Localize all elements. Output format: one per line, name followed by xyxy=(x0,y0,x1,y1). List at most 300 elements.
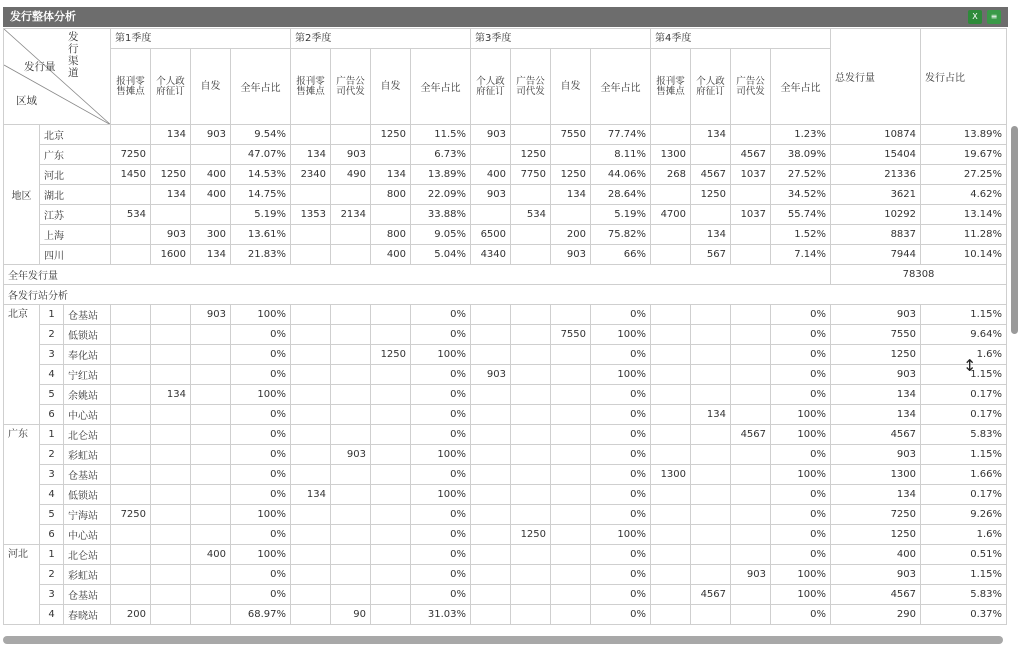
station-row xyxy=(4,525,1007,545)
value-cell: 903 xyxy=(191,125,231,145)
share-cell: 0% xyxy=(591,545,651,565)
share-cell: 0% xyxy=(771,305,831,325)
value-cell xyxy=(691,145,731,165)
value-cell xyxy=(111,385,151,405)
station-name: 仓基站 xyxy=(64,305,111,325)
share-cell: 100% xyxy=(771,585,831,605)
value-cell: 400 xyxy=(471,165,511,185)
panel-title-bar xyxy=(3,7,1008,27)
quarter-header: 第1季度 xyxy=(111,29,291,49)
value-cell: 7550 xyxy=(551,325,591,345)
station-number: 6 xyxy=(40,405,64,425)
value-cell xyxy=(731,385,771,405)
value-cell: 4567 xyxy=(831,425,921,445)
station-name: 宁海站 xyxy=(64,505,111,525)
value-cell: 15404 xyxy=(831,145,921,165)
value-cell xyxy=(651,605,691,625)
value-cell xyxy=(691,565,731,585)
value-cell xyxy=(511,425,551,445)
station-row xyxy=(4,365,1007,385)
value-cell xyxy=(551,525,591,545)
value-cell xyxy=(731,185,771,205)
value-cell xyxy=(371,605,411,625)
resize-cursor-icon: ↕ xyxy=(963,356,977,375)
share-cell: 1.52% xyxy=(771,225,831,245)
value-cell xyxy=(111,425,151,445)
value-cell xyxy=(371,305,411,325)
value-cell xyxy=(111,365,151,385)
value-cell xyxy=(731,345,771,365)
value-cell xyxy=(691,465,731,485)
value-cell xyxy=(511,605,551,625)
share-cell: 0% xyxy=(411,545,471,565)
value-cell xyxy=(551,485,591,505)
value-cell xyxy=(691,545,731,565)
value-cell xyxy=(191,145,231,165)
value-cell xyxy=(371,545,411,565)
value-cell xyxy=(511,225,551,245)
value-cell xyxy=(291,605,331,625)
value-cell xyxy=(471,405,511,425)
value-cell xyxy=(551,605,591,625)
station-name: 中心站 xyxy=(64,405,111,425)
share-cell: 9.26% xyxy=(921,505,1007,525)
share-cell: 100% xyxy=(591,325,651,345)
value-cell xyxy=(151,305,191,325)
value-cell xyxy=(731,465,771,485)
channel-col-header: 个人政府征订 xyxy=(691,49,731,125)
value-cell: 134 xyxy=(831,405,921,425)
value-cell xyxy=(551,145,591,165)
value-cell: 300 xyxy=(191,225,231,245)
value-cell xyxy=(291,525,331,545)
value-cell xyxy=(511,585,551,605)
value-cell: 6500 xyxy=(471,225,511,245)
csv-icon[interactable]: ≡ xyxy=(987,10,1001,24)
share-cell: 100% xyxy=(771,405,831,425)
share-cell: 0% xyxy=(771,325,831,345)
value-cell xyxy=(291,585,331,605)
share-cell: 13.89% xyxy=(921,125,1007,145)
share-cell: 0% xyxy=(411,425,471,445)
value-cell xyxy=(471,145,511,165)
share-cell: 100% xyxy=(411,485,471,505)
station-group-label: 广东 xyxy=(4,425,40,545)
share-cell: 28.64% xyxy=(591,185,651,205)
share-cell: 13.89% xyxy=(411,165,471,185)
station-row xyxy=(4,485,1007,505)
value-cell xyxy=(551,445,591,465)
value-cell: 1300 xyxy=(651,465,691,485)
value-cell xyxy=(691,325,731,345)
share-cell: 11.28% xyxy=(921,225,1007,245)
value-cell: 90 xyxy=(331,605,371,625)
share-cell: 75.82% xyxy=(591,225,651,245)
value-cell: 134 xyxy=(291,485,331,505)
value-cell xyxy=(471,345,511,365)
total-row xyxy=(4,265,1007,285)
value-cell xyxy=(511,185,551,205)
share-cell: 1.15% xyxy=(921,365,1007,385)
excel-icon[interactable]: X xyxy=(968,10,982,24)
value-cell: 4567 xyxy=(691,165,731,185)
quarter-header: 第2季度 xyxy=(291,29,471,49)
station-name: 彩虹站 xyxy=(64,445,111,465)
value-cell xyxy=(651,565,691,585)
region-row xyxy=(4,225,1007,245)
value-cell xyxy=(551,545,591,565)
share-cell: 0% xyxy=(591,565,651,585)
value-cell: 268 xyxy=(651,165,691,185)
value-cell xyxy=(331,465,371,485)
value-cell: 1250 xyxy=(831,345,921,365)
value-cell xyxy=(111,245,151,265)
region-name: 江苏 xyxy=(40,205,111,225)
corner-channel-label: 发行渠道 xyxy=(68,31,79,79)
value-cell xyxy=(151,505,191,525)
station-row xyxy=(4,605,1007,625)
value-cell: 134 xyxy=(831,485,921,505)
value-cell xyxy=(291,565,331,585)
share-cell: 0% xyxy=(771,605,831,625)
share-cell: 0% xyxy=(411,365,471,385)
share-cell: 0% xyxy=(591,445,651,465)
share-cell: 0% xyxy=(591,305,651,325)
share-cell: 0% xyxy=(411,465,471,485)
value-cell xyxy=(731,585,771,605)
station-number: 4 xyxy=(40,605,64,625)
value-cell xyxy=(191,345,231,365)
value-cell xyxy=(651,185,691,205)
region-name: 广东 xyxy=(40,145,111,165)
value-cell xyxy=(371,485,411,505)
region-row xyxy=(4,125,1007,145)
share-cell: 0% xyxy=(231,405,291,425)
value-cell xyxy=(331,525,371,545)
value-cell xyxy=(731,305,771,325)
value-cell xyxy=(331,505,371,525)
value-cell: 134 xyxy=(191,245,231,265)
value-cell: 1250 xyxy=(551,165,591,185)
value-cell: 1037 xyxy=(731,205,771,225)
value-cell xyxy=(371,405,411,425)
value-cell xyxy=(511,505,551,525)
value-cell xyxy=(471,525,511,545)
station-number: 1 xyxy=(40,545,64,565)
value-cell: 7750 xyxy=(511,165,551,185)
share-cell: 0% xyxy=(591,385,651,405)
stations-section-row xyxy=(4,285,1007,305)
share-cell: 100% xyxy=(411,345,471,365)
value-cell xyxy=(511,385,551,405)
value-cell: 903 xyxy=(551,245,591,265)
stations-section-label: 各发行站分析 xyxy=(4,285,1007,305)
header-row-quarters xyxy=(4,29,1007,49)
value-cell xyxy=(651,325,691,345)
station-row xyxy=(4,465,1007,485)
channel-col-header: 自发 xyxy=(191,49,231,125)
share-cell: 1.23% xyxy=(771,125,831,145)
value-cell xyxy=(651,525,691,545)
station-name: 仓基站 xyxy=(64,465,111,485)
value-cell: 7250 xyxy=(111,145,151,165)
value-cell: 21336 xyxy=(831,165,921,185)
value-cell xyxy=(691,425,731,445)
value-cell xyxy=(471,445,511,465)
value-cell xyxy=(731,405,771,425)
station-row xyxy=(4,305,1007,325)
share-cell: 9.64% xyxy=(921,325,1007,345)
share-cell: 5.83% xyxy=(921,425,1007,445)
value-cell: 1353 xyxy=(291,205,331,225)
share-cell: 0% xyxy=(411,305,471,325)
station-row xyxy=(4,325,1007,345)
value-cell xyxy=(331,325,371,345)
value-cell xyxy=(511,465,551,485)
share-cell: 0% xyxy=(771,385,831,405)
value-cell xyxy=(331,125,371,145)
value-cell: 903 xyxy=(151,225,191,245)
value-cell: 10874 xyxy=(831,125,921,145)
value-cell xyxy=(111,445,151,465)
value-cell xyxy=(511,125,551,145)
share-cell: 0% xyxy=(411,405,471,425)
station-number: 6 xyxy=(40,525,64,545)
channel-col-header: 报刊零售摊点 xyxy=(291,49,331,125)
share-cell: 0% xyxy=(771,505,831,525)
value-cell: 400 xyxy=(191,545,231,565)
share-cell: 0% xyxy=(771,525,831,545)
corner-region-label: 区域 xyxy=(16,95,37,107)
value-cell xyxy=(191,205,231,225)
share-header: 发行占比 xyxy=(921,29,1007,125)
station-name: 仓基站 xyxy=(64,585,111,605)
station-group-label: 北京 xyxy=(4,305,40,425)
value-cell xyxy=(151,345,191,365)
station-name: 奉化站 xyxy=(64,345,111,365)
station-row xyxy=(4,505,1007,525)
value-cell xyxy=(551,565,591,585)
value-cell xyxy=(151,445,191,465)
value-cell xyxy=(111,125,151,145)
value-cell xyxy=(111,545,151,565)
value-cell: 903 xyxy=(831,365,921,385)
value-cell: 1600 xyxy=(151,245,191,265)
value-cell xyxy=(731,505,771,525)
station-number: 2 xyxy=(40,445,64,465)
station-row xyxy=(4,385,1007,405)
value-cell xyxy=(731,545,771,565)
region-name: 上海 xyxy=(40,225,111,245)
value-cell xyxy=(111,225,151,245)
share-cell: 19.67% xyxy=(921,145,1007,165)
vertical-scrollbar[interactable] xyxy=(1011,126,1018,334)
share-cell: 22.09% xyxy=(411,185,471,205)
share-cell: 0.17% xyxy=(921,405,1007,425)
value-cell xyxy=(191,505,231,525)
value-cell xyxy=(691,345,731,365)
value-cell xyxy=(291,465,331,485)
value-cell xyxy=(511,245,551,265)
total-label: 全年发行量 xyxy=(4,265,831,285)
value-cell xyxy=(151,525,191,545)
share-cell: 0.37% xyxy=(921,605,1007,625)
value-cell xyxy=(111,325,151,345)
value-cell: 134 xyxy=(691,225,731,245)
station-row xyxy=(4,545,1007,565)
share-cell: 31.03% xyxy=(411,605,471,625)
value-cell xyxy=(731,445,771,465)
share-cell: 0% xyxy=(231,565,291,585)
value-cell xyxy=(191,405,231,425)
value-cell xyxy=(731,245,771,265)
value-cell xyxy=(371,385,411,405)
value-cell xyxy=(471,605,511,625)
value-cell: 2134 xyxy=(331,205,371,225)
share-cell: 1.6% xyxy=(921,525,1007,545)
value-cell xyxy=(471,205,511,225)
value-cell xyxy=(651,305,691,325)
value-cell xyxy=(151,565,191,585)
value-cell xyxy=(471,505,511,525)
value-cell: 7250 xyxy=(111,505,151,525)
value-cell xyxy=(191,425,231,445)
share-cell: 44.06% xyxy=(591,165,651,185)
value-cell xyxy=(191,565,231,585)
value-cell xyxy=(151,545,191,565)
value-cell: 800 xyxy=(371,225,411,245)
value-cell: 1250 xyxy=(371,125,411,145)
channel-col-header: 自发 xyxy=(551,49,591,125)
value-cell: 4567 xyxy=(731,145,771,165)
value-cell xyxy=(191,445,231,465)
value-cell: 903 xyxy=(331,145,371,165)
value-cell: 903 xyxy=(191,305,231,325)
value-cell xyxy=(151,585,191,605)
share-cell: 1.15% xyxy=(921,445,1007,465)
value-cell: 1300 xyxy=(651,145,691,165)
value-cell xyxy=(291,225,331,245)
value-cell xyxy=(291,125,331,145)
region-row xyxy=(4,145,1007,165)
value-cell xyxy=(371,425,411,445)
share-cell: 100% xyxy=(771,465,831,485)
share-cell: 1.15% xyxy=(921,565,1007,585)
value-cell xyxy=(371,585,411,605)
value-cell xyxy=(651,425,691,445)
value-cell xyxy=(511,545,551,565)
value-cell: 400 xyxy=(831,545,921,565)
share-cell: 0% xyxy=(411,505,471,525)
value-cell xyxy=(731,485,771,505)
value-cell: 903 xyxy=(471,125,511,145)
share-cell: 5.04% xyxy=(411,245,471,265)
station-number: 3 xyxy=(40,345,64,365)
value-cell xyxy=(291,545,331,565)
channel-col-header: 个人政府征订 xyxy=(151,49,191,125)
value-cell xyxy=(111,525,151,545)
value-cell: 134 xyxy=(551,185,591,205)
value-cell xyxy=(651,125,691,145)
value-cell: 134 xyxy=(831,385,921,405)
value-cell xyxy=(511,345,551,365)
value-cell xyxy=(651,345,691,365)
station-row xyxy=(4,445,1007,465)
share-cell: 100% xyxy=(231,305,291,325)
share-cell: 0% xyxy=(411,585,471,605)
station-row xyxy=(4,425,1007,445)
value-cell xyxy=(191,385,231,405)
share-cell: 100% xyxy=(591,365,651,385)
value-cell: 134 xyxy=(291,145,331,165)
value-cell xyxy=(651,485,691,505)
share-cell: 11.5% xyxy=(411,125,471,145)
value-cell: 4567 xyxy=(691,585,731,605)
share-cell: 0% xyxy=(231,585,291,605)
share-cell: 4.62% xyxy=(921,185,1007,205)
value-cell: 800 xyxy=(371,185,411,205)
value-cell xyxy=(691,525,731,545)
station-name: 北仑站 xyxy=(64,545,111,565)
value-cell xyxy=(291,445,331,465)
share-cell: 55.74% xyxy=(771,205,831,225)
share-cell: 100% xyxy=(591,525,651,545)
share-cell: 14.75% xyxy=(231,185,291,205)
value-cell: 134 xyxy=(371,165,411,185)
station-row xyxy=(4,585,1007,605)
share-cell: 100% xyxy=(771,425,831,445)
share-cell: 0% xyxy=(411,565,471,585)
value-cell: 134 xyxy=(691,125,731,145)
station-number: 4 xyxy=(40,485,64,505)
value-cell xyxy=(731,605,771,625)
share-col-header: 全年占比 xyxy=(231,49,291,125)
share-cell: 8.11% xyxy=(591,145,651,165)
share-cell: 0% xyxy=(771,365,831,385)
station-name: 低锁站 xyxy=(64,325,111,345)
value-cell: 1300 xyxy=(831,465,921,485)
share-cell: 1.66% xyxy=(921,465,1007,485)
value-cell xyxy=(291,405,331,425)
station-name: 低锁站 xyxy=(64,485,111,505)
value-cell: 903 xyxy=(831,445,921,465)
region-row xyxy=(4,205,1007,225)
share-cell: 33.88% xyxy=(411,205,471,225)
quarter-header: 第3季度 xyxy=(471,29,651,49)
value-cell xyxy=(691,605,731,625)
value-cell xyxy=(471,305,511,325)
value-cell xyxy=(371,325,411,345)
horizontal-scrollbar[interactable] xyxy=(3,636,1003,644)
value-cell: 134 xyxy=(151,125,191,145)
header-corner xyxy=(4,29,111,125)
value-cell xyxy=(471,545,511,565)
value-cell xyxy=(551,305,591,325)
station-number: 4 xyxy=(40,365,64,385)
value-cell xyxy=(511,325,551,345)
value-cell xyxy=(331,385,371,405)
share-cell: 1.15% xyxy=(921,305,1007,325)
share-col-header: 全年占比 xyxy=(411,49,471,125)
value-cell xyxy=(651,225,691,245)
value-cell xyxy=(331,305,371,325)
value-cell xyxy=(471,465,511,485)
value-cell: 1250 xyxy=(831,525,921,545)
station-name: 彩虹站 xyxy=(64,565,111,585)
value-cell: 200 xyxy=(551,225,591,245)
value-cell: 10292 xyxy=(831,205,921,225)
value-cell xyxy=(651,545,691,565)
